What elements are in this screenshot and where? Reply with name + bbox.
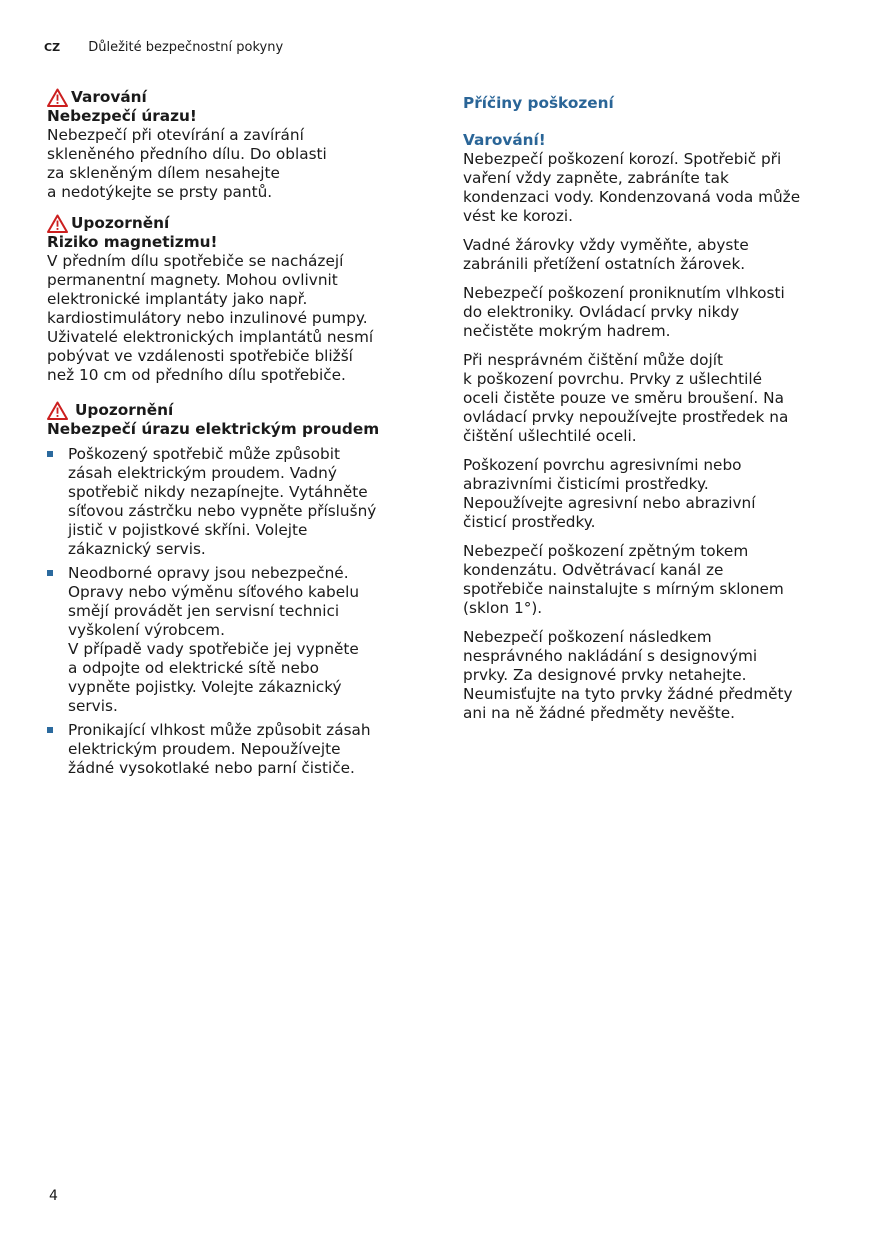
caution-heading-text: Upozornění <box>75 401 174 419</box>
text-line: a nedotýkejte se prsty pantů. <box>47 183 273 201</box>
text-line: Nebezpečí poškození korozí. Spotřebič při <box>463 150 782 168</box>
square-bullet-icon <box>47 451 53 457</box>
text-line: k poškození povrchu. Prvky z ušlechtilé <box>463 370 763 388</box>
warning-injury-block <box>47 88 417 202</box>
text-line: do elektroniky. Ovládací prvky nikdy <box>463 303 740 321</box>
text-line: zásah elektrickým proudem. Vadný <box>68 464 337 482</box>
text-line: V předním dílu spotřebiče se nacházejí <box>47 252 344 270</box>
caution-electric-block <box>47 401 417 778</box>
list-item <box>47 721 417 778</box>
paragraph <box>463 150 843 226</box>
text-line: vyškolení výrobcem. <box>68 621 225 639</box>
text-line: jistič v pojistkové skříni. Volejte <box>68 521 308 539</box>
text-line: čištění ušlechtilé oceli. <box>463 427 637 445</box>
list-item <box>47 445 417 559</box>
bullet-list <box>47 445 417 778</box>
paragraph <box>463 351 843 446</box>
text-line: ani na ně žádné předměty nevěšte. <box>463 704 735 722</box>
warning-body <box>47 126 417 202</box>
text-line: kardiostimulátory nebo inzulinové pumpy. <box>47 309 368 327</box>
text-line: vypněte pojistky. Volejte zákaznický <box>68 678 342 696</box>
text-line: nečistěte mokrým hadrem. <box>463 322 671 340</box>
text-line: Uživatelé elektronických implantátů nesmí <box>47 328 374 346</box>
text-line: kondenzátu. Odvětrávací kanál ze <box>463 561 724 579</box>
text-line: prvky. Za designové prvky netahejte. <box>463 666 747 684</box>
text-line: spotřebič nikdy nezapínejte. Vytáhněte <box>68 483 368 501</box>
left-column <box>47 88 417 790</box>
text-line: a odpojte od elektrické sítě nebo <box>68 659 319 677</box>
warning-heading-text: Varování <box>71 88 147 106</box>
text-line: než 10 cm od předního dílu spotřebiče. <box>47 366 346 384</box>
text-line: elektrickým proudem. Nepoužívejte <box>68 740 341 758</box>
paragraph <box>463 628 843 723</box>
text-line: (sklon 1°). <box>463 599 543 617</box>
caution-heading-text: Upozornění <box>71 214 170 232</box>
text-line: abrazivními čisticími prostředky. <box>463 475 709 493</box>
warning-subheading: Nebezpečí úrazu! <box>47 107 197 125</box>
text-line: Opravy nebo výměnu síťového kabelu <box>68 583 360 601</box>
header-title: Důležité bezpečnostní pokyny <box>88 40 284 55</box>
text-line: V případě vady spotřebiče jej vypněte <box>68 640 359 658</box>
caution-subheading: Riziko magnetizmu! <box>47 233 218 251</box>
text-line: Nebezpečí poškození následkem <box>463 628 712 646</box>
text-line: Při nesprávném čištění může dojít <box>463 351 724 369</box>
square-bullet-icon <box>47 570 53 576</box>
warning-label: Varování! <box>463 131 546 149</box>
text-line: Poškození povrchu agresivními nebo <box>463 456 742 474</box>
text-line: za skleněným dílem nesahejte <box>47 164 280 182</box>
text-line: permanentní magnety. Mohou ovlivnit <box>47 271 338 289</box>
text-line: zabránili přetížení ostatních žárovek. <box>463 255 746 273</box>
text-line: žádné vysokotlaké nebo parní čističe. <box>68 759 355 777</box>
text-line: zákaznický servis. <box>68 540 206 558</box>
warning-triangle-icon <box>47 88 69 107</box>
text-line: Nepoužívejte agresivní nebo abrazivní <box>463 494 756 512</box>
text-line: síťovou zástrčku nebo vypněte příslušný <box>68 502 377 520</box>
paragraph <box>463 236 843 274</box>
paragraph <box>463 284 843 341</box>
text-line: ovládací prvky nepoužívejte prostředek na <box>463 408 789 426</box>
caution-body <box>47 252 417 385</box>
text-line: vést ke korozi. <box>463 207 574 225</box>
text-line: Nebezpečí poškození zpětným tokem <box>463 542 749 560</box>
caution-heading <box>47 401 417 420</box>
text-line: Neumisťujte na tyto prvky žádné předměty <box>463 685 793 703</box>
square-bullet-icon <box>47 727 53 733</box>
text-line: Neodborné opravy jsou nebezpečné. <box>68 564 349 582</box>
warning-triangle-icon <box>47 214 69 233</box>
caution-heading <box>47 214 417 233</box>
page-header <box>44 40 283 55</box>
language-code: CZ <box>44 41 61 54</box>
paragraph <box>463 542 843 618</box>
text-line: oceli čistěte pouze ve směru broušení. Na <box>463 389 784 407</box>
text-line: Poškozený spotřebič může způsobit <box>68 445 340 463</box>
section-title: Příčiny poškození <box>463 94 614 112</box>
text-line: skleněného předního dílu. Do oblasti <box>47 145 327 163</box>
text-line: Nebezpečí poškození proniknutím vlhkosti <box>463 284 785 302</box>
list-item <box>47 564 417 716</box>
right-column <box>463 88 843 733</box>
caution-subheading: Nebezpečí úrazu elektrickým proudem <box>47 420 380 438</box>
text-line: Vadné žárovky vždy vyměňte, abyste <box>463 236 749 254</box>
paragraph <box>463 456 843 532</box>
text-line: smějí provádět jen servisní technici <box>68 602 340 620</box>
text-line: Nebezpečí při otevírání a zavírání <box>47 126 304 144</box>
text-line: nesprávného nakládání s designovými <box>463 647 758 665</box>
text-line: čisticí prostředky. <box>463 513 596 531</box>
text-line: kondenzaci vody. Kondenzovaná voda může <box>463 188 801 206</box>
text-line: spotřebiče nainstalujte s mírným sklonem <box>463 580 784 598</box>
warning-triangle-icon <box>47 401 69 420</box>
page-number: 4 <box>49 1188 58 1204</box>
text-line: pobývat ve vzdálenosti spotřebiče bližší <box>47 347 353 365</box>
text-line: servis. <box>68 697 118 715</box>
warning-heading <box>47 88 417 107</box>
text-line: Pronikající vlhkost může způsobit zásah <box>68 721 371 739</box>
caution-magnetism-block <box>47 214 417 385</box>
text-line: elektronické implantáty jako např. <box>47 290 308 308</box>
text-line: vaření vždy zapněte, zabráníte tak <box>463 169 729 187</box>
